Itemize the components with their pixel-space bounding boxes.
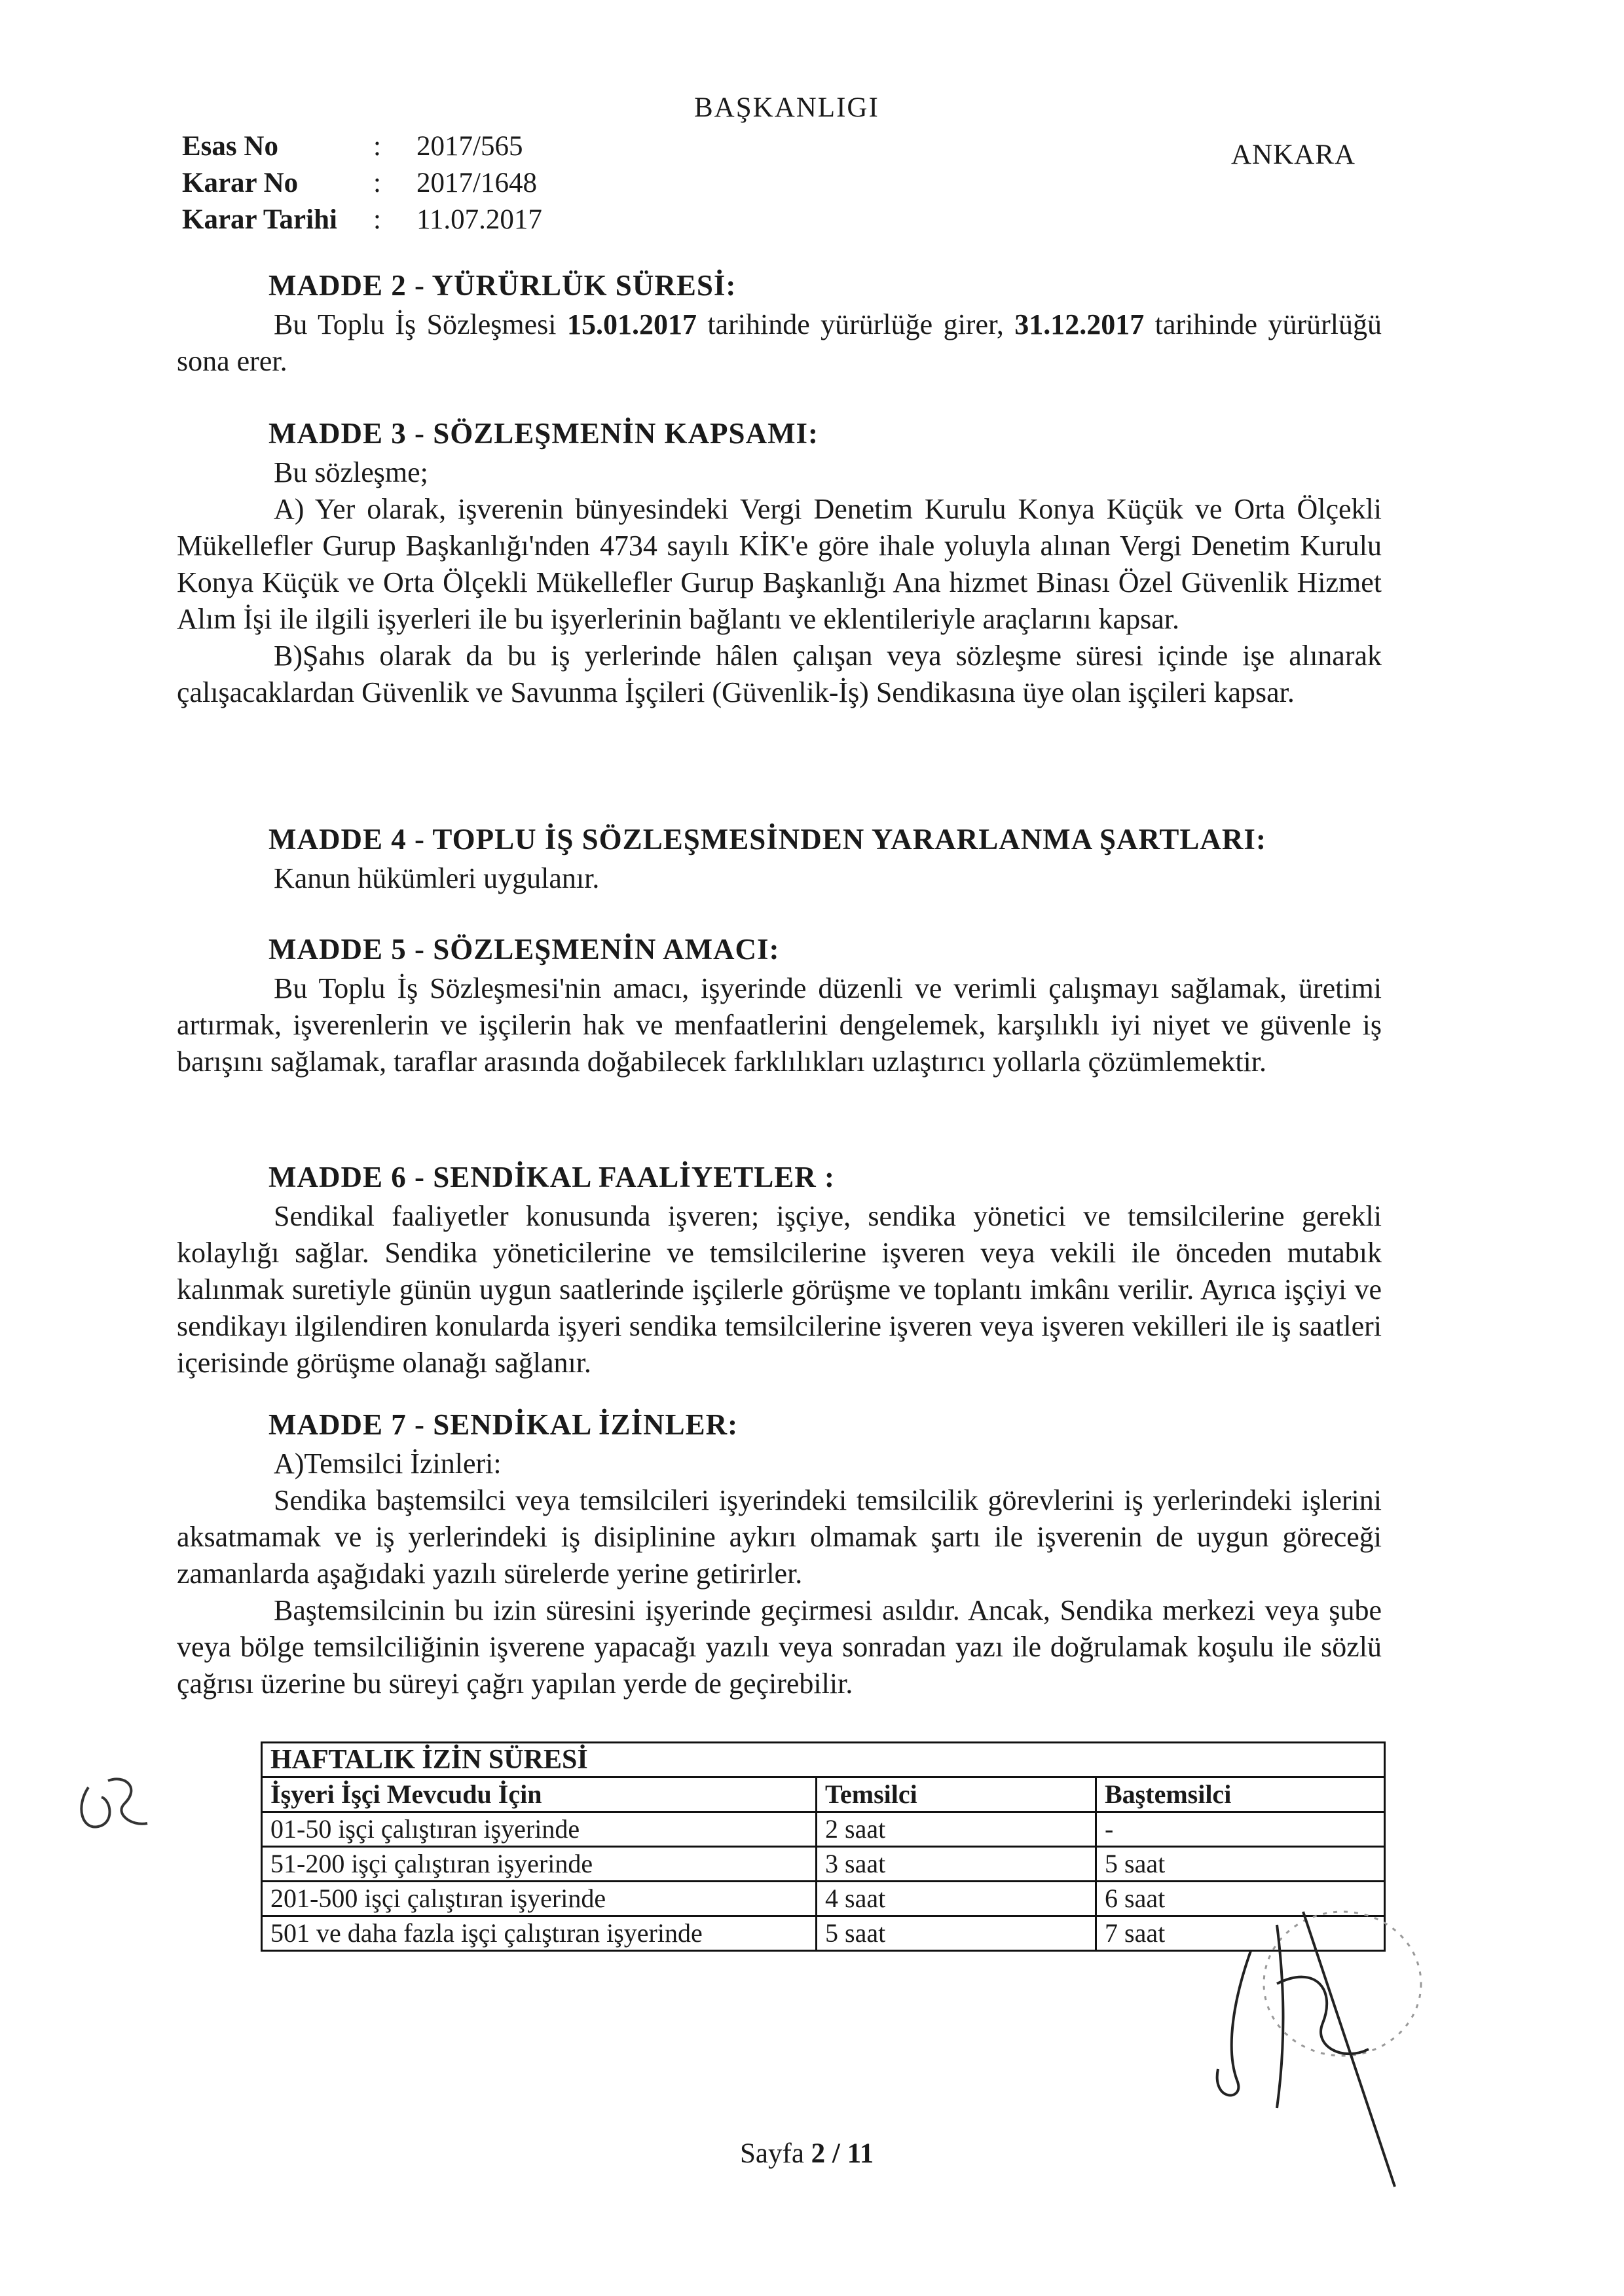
column-header: Temsilci bbox=[817, 1777, 1096, 1812]
column-header: Baştemsilci bbox=[1096, 1777, 1385, 1812]
article-7-body bbox=[177, 1446, 1382, 1702]
article-6-body bbox=[177, 1198, 1382, 1381]
separator: : bbox=[373, 168, 381, 198]
case-number-row bbox=[182, 128, 542, 165]
decision-date-row bbox=[182, 202, 542, 238]
case-number-label: Esas No bbox=[182, 131, 278, 162]
article-7-paragraph-2: Baştemsilcinin bu izin süresini işyerinde geçirmesi asıldır. Ancak, Sendika merkezi veya şube veya bölge temsilciliğinin işverene yapacağı yazılı veya sonradan yazı ile doğrulamak koşulu ile sözlü çağrısı üzerine bu süreyi çağrı yapılan yerde de geçirebilir. bbox=[177, 1594, 1382, 1700]
article-5-body bbox=[177, 970, 1382, 1080]
table-cell: 4 saat bbox=[817, 1882, 1096, 1916]
table-row bbox=[262, 1847, 1385, 1882]
article-6-title: MADDE 6 - SENDİKAL FAALİYETLER : bbox=[268, 1161, 836, 1194]
decision-date-label: Karar Tarihi bbox=[182, 204, 337, 235]
table-title-row bbox=[262, 1743, 1385, 1777]
decision-number-value: 2017/1648 bbox=[416, 168, 537, 198]
page-number: 2 / 11 bbox=[811, 2138, 874, 2169]
start-date: 15.01.2017 bbox=[566, 308, 697, 340]
article-7-subheading: A)Temsilci İzinleri: bbox=[274, 1448, 502, 1480]
article-2-text-a: Bu Toplu İş Sözleşmesi bbox=[274, 308, 567, 340]
page-footer bbox=[740, 2138, 874, 2170]
table-cell: 2 saat bbox=[817, 1812, 1096, 1847]
article-4-text: Kanun hükümleri uygulanır. bbox=[274, 862, 600, 894]
table-row bbox=[262, 1812, 1385, 1847]
article-3-intro: Bu sözleşme; bbox=[274, 456, 428, 488]
article-5-text: Bu Toplu İş Sözleşmesi'nin amacı, işyerinde düzenli ve verimli çalışmayı sağlamak, üretimi artırmak, işverenlerin ve işçilerin hak ve menfaatlerini dengelemek, karşılıklı iyi niyet ve güvenle iş barışını sağlamak, taraflar arasında doğabilecek farklılıkları uzlaştırıcı yollarla çözümlemektir. bbox=[177, 972, 1382, 1078]
table-cell: 01-50 işçi çalıştıran işyerinde bbox=[262, 1812, 817, 1847]
article-3-title: MADDE 3 - SÖZLEŞMENİN KAPSAMI: bbox=[268, 417, 819, 450]
separator: : bbox=[373, 204, 381, 235]
signature-stamp bbox=[1172, 1886, 1460, 2200]
article-3-body bbox=[177, 454, 1382, 711]
article-3-clause-a: A) Yer olarak, işverenin bünyesindeki Vergi Denetim Kurulu Konya Küçük ve Orta Ölçekli Mükellefler Gurup Başkanlığı'nden 4734 sayılı KİK'e göre ihale yoluyla alınan Vergi Denetim Kurulu Konya Küçük ve Orta Ölçekli Mükellefler Gurup Başkanlığı Ana hizmet Binası Özel Güvenlik Hizmet Alım İşi ile ilgili işyerleri ile bu işyerlerinin bağlantı ve eklentileriyle araçlarını kapsar. bbox=[177, 493, 1382, 635]
decision-number-label: Karar No bbox=[182, 168, 299, 198]
article-2-text-b: tarihinde yürürlüğe girer, bbox=[696, 308, 1015, 340]
table-cell: 5 saat bbox=[817, 1916, 1096, 1951]
city-label: ANKARA bbox=[1231, 139, 1356, 170]
table-cell: 3 saat bbox=[817, 1847, 1096, 1882]
table-cell: 6 saat bbox=[1096, 1882, 1385, 1916]
article-3-clause-b: B)Şahıs olarak da bu iş yerlerinde hâlen çalışan veya sözleşme süresi içinde işe alınarak çalışacaklardan Güvenlik ve Savunma İşçileri (Güvenlik-İş) Sendikasına üye olan işçileri kapsar. bbox=[177, 640, 1382, 708]
table-cell: 5 saat bbox=[1096, 1847, 1385, 1882]
article-5-title: MADDE 5 - SÖZLEŞMENİN AMACI: bbox=[268, 933, 780, 966]
table-cell: 7 saat bbox=[1096, 1916, 1385, 1951]
article-7-paragraph-1: Sendika baştemsilci veya temsilcileri işyerindeki temsilcilik görevlerini iş yerlerindeki işlerini aksatmamak ve iş yerlerindeki iş disiplinine aykırı olmamak şartı ile işverenin de uygun göreceği zamanlarda aşağıdaki yazılı sürelerde yerine getirirler. bbox=[177, 1484, 1382, 1590]
table-cell: 501 ve daha fazla işçi çalıştıran işyerinde bbox=[262, 1916, 817, 1951]
table-header-row bbox=[262, 1777, 1385, 1812]
page-label: Sayfa bbox=[740, 2138, 811, 2169]
article-4-title: MADDE 4 - TOPLU İŞ SÖZLEŞMESİNDEN YARARLANMA ŞARTLARI: bbox=[268, 823, 1266, 856]
article-2-body bbox=[177, 306, 1382, 380]
decision-date-value: 11.07.2017 bbox=[416, 204, 542, 235]
end-date: 31.12.2017 bbox=[1014, 308, 1145, 340]
article-2-text-c: tarihinde yürürlüğü sona erer. bbox=[177, 308, 1382, 377]
case-info bbox=[182, 128, 542, 238]
table-cell: 51-200 işçi çalıştıran işyerinde bbox=[262, 1847, 817, 1882]
separator: : bbox=[373, 131, 381, 162]
margin-initials bbox=[69, 1768, 154, 1846]
table-title: HAFTALIK İZİN SÜRESİ bbox=[262, 1743, 1385, 1777]
article-4-body bbox=[177, 860, 1382, 897]
column-header: İşyeri İşçi Mevcudu İçin bbox=[262, 1777, 817, 1812]
case-number-value: 2017/565 bbox=[416, 131, 523, 162]
article-2-title: MADDE 2 - YÜRÜRLÜK SÜRESİ: bbox=[268, 269, 737, 302]
table-cell: - bbox=[1096, 1812, 1385, 1847]
decision-number-row bbox=[182, 165, 542, 202]
article-7-title: MADDE 7 - SENDİKAL İZİNLER: bbox=[268, 1408, 739, 1441]
article-6-text: Sendikal faaliyetler konusunda işveren; işçiye, sendika yönetici ve temsilcilerine gerekli kolaylığı sağlar. Sendika yöneticilerine ve temsilcilerine işveren veya vekili ile önceden mutabık kalınmak suretiyle günün uygun saatlerinde işçilerle görüşme ve toplantı imkânı verilir. Ayrıca işçiyi ve sendikayı ilgilendiren konularda işyeri sendika temsilcilerine işveren veya işveren vekilleri ile iş saatleri içerisinde görüşme olanağı sağlanır. bbox=[177, 1200, 1382, 1379]
table-cell: 201-500 işçi çalıştıran işyerinde bbox=[262, 1882, 817, 1916]
organization-title: BAŞKANLIGI bbox=[694, 92, 879, 123]
